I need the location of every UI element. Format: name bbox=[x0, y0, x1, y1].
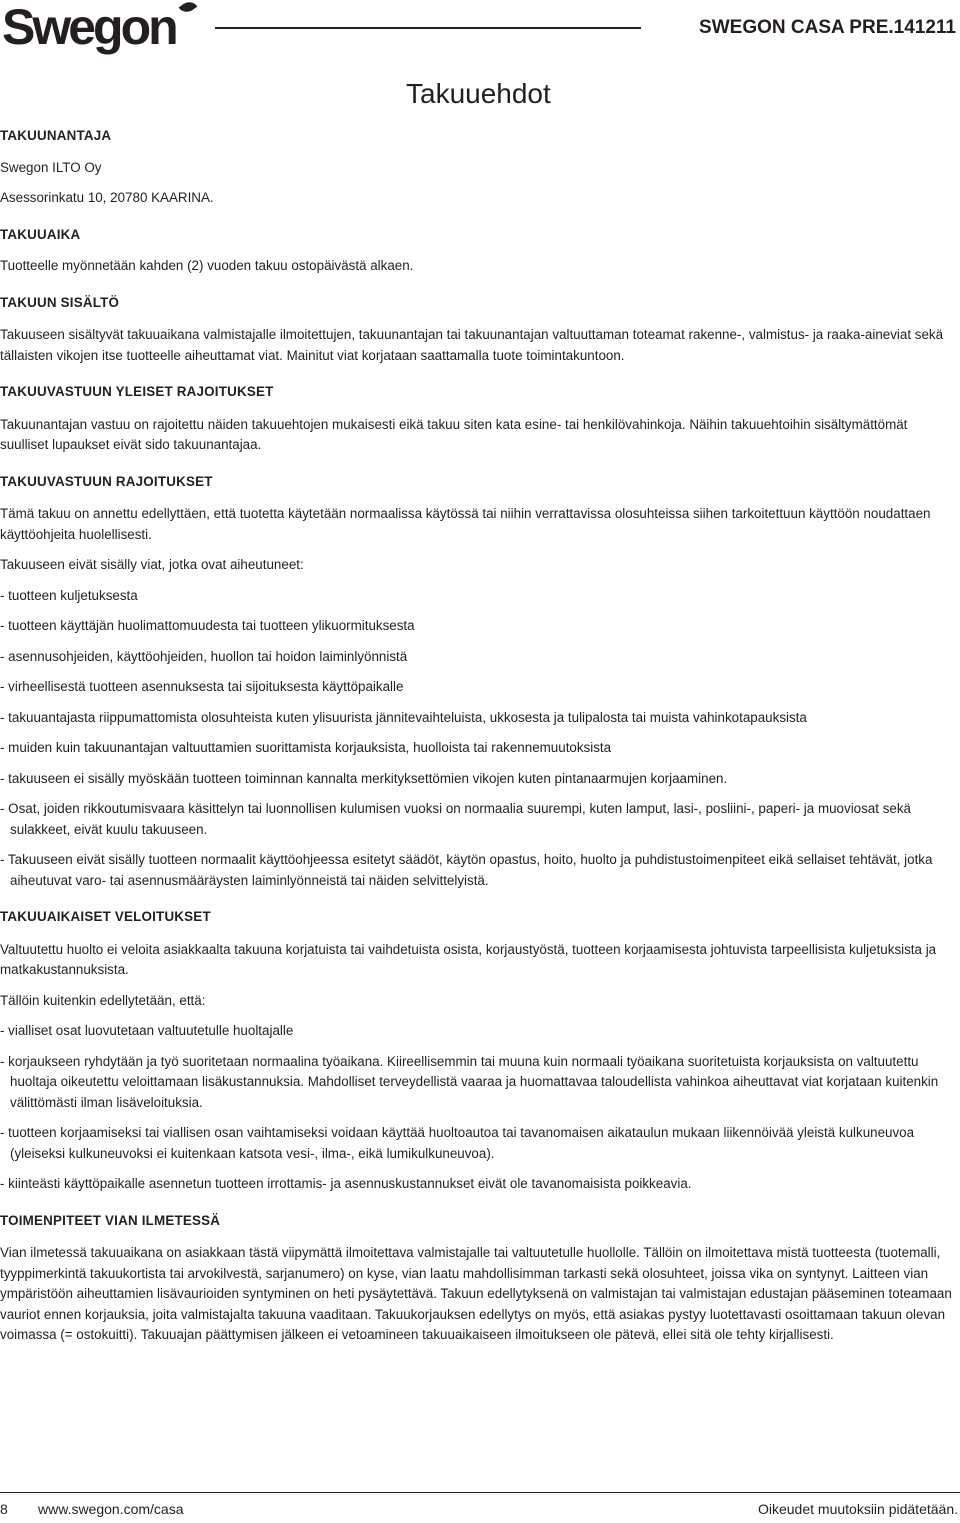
footer-note: Oikeudet muutoksiin pidätetään. bbox=[757, 1501, 958, 1517]
page-title: Takuuehdot bbox=[406, 78, 551, 109]
section-heading-takuun-sisalto: TAKUUN SISÄLTÖ bbox=[0, 294, 120, 310]
header-rule bbox=[215, 27, 641, 29]
list-item: - kiinteästi käyttöpaikalle asennetun tuotteen irrottamis- ja asennuskustannukset eivät ole tavanomaisista poikkeavia. bbox=[0, 1176, 692, 1191]
swegon-logo: Swegon bbox=[2, 0, 176, 55]
paragraph: Tuotteelle myönnetään kahden (2) vuoden takuu ostopäivästä alkaen. bbox=[0, 258, 414, 273]
list-item: - takuuantajasta riippumattomista olosuhteista kuten ylisuurista jännitevaihteluista, ukkosesta ja tulipalosta tai muista vahinkotapauksista bbox=[0, 709, 807, 725]
list-item: - virheellisestä tuotteen asennuksesta tai sijoituksesta käyttöpaikalle bbox=[0, 679, 404, 694]
footer-url-link[interactable]: www.swegon.com/casa bbox=[38, 1501, 184, 1517]
logo-leaf-icon bbox=[179, 0, 198, 16]
list-item: - takuuseen ei sisälly myöskään tuotteen toiminnan kannalta merkityksettömien vikojen kuten pintanaarmujen korjaaminen. bbox=[0, 770, 728, 786]
page-number: 8 bbox=[0, 1501, 8, 1517]
list-item: - Osat, joiden rikkoutumisvaara käsittelyn tai luonnollisen kulumisen vuoksi on normaalia suurempi, kuten lamput, lasi-, posliini-, paperi- ja muoviosat sekä sulakkeet, eivät kuulu takuuseen. bbox=[0, 801, 911, 837]
paragraph: Valtuutettu huolto ei veloita asiakkaalta takuuna korjatuista tai vaihdetuista osista, korjaustyöstä, tuotteen korjaamisesta johtuvista tarpeellisista kuljetuksista ja matkakustannuksista. bbox=[0, 941, 937, 977]
list-item: - tuotteen korjaamiseksi tai viallisen osan vaihtamiseksi voidaan käyttää huoltoautoa tai tavanomaisen aikataulun mukaan liikennöivää yleistä kulkuneuvoa (yleiseksi kulkuneuvoksi ei kuitenkaan katsota vesi-, ilma-, eikä lumikulkuneuvoa). bbox=[0, 1125, 915, 1161]
section-heading-veloitukset: TAKUUAIKAISET VELOITUKSET bbox=[0, 909, 211, 924]
section-heading-toimenpiteet: TOIMENPITEET VIAN ILMETESSÄ bbox=[0, 1212, 221, 1228]
paragraph: Takuuseen sisältyvät takuuaikana valmistajalle ilmoitettujen, takuunantajan tai takuunantajan valtuuttaman toteamat rakenne-, valmistus- ja raaka-aineviat sekä tällaisten vikojen itse tuotteelle aiheuttamat viat. Mainitut viat korjataan saattamalla tuote toimintakuntoon. bbox=[0, 327, 944, 363]
list-item: - Takuuseen eivät sisälly tuotteen normaalit käyttöohjeessa esitetyt säädöt, käytön opastus, hoito, huolto ja puhdistustoimenpiteet eikä sellaiset tehtävät, jotka aiheutuvat varo- tai asennusmääräysten laiminlyönneistä tai näiden selvittelyistä. bbox=[0, 852, 933, 888]
list-item: - tuotteen käyttäjän huolimattomuudesta tai tuotteen ylikuormituksesta bbox=[0, 618, 415, 633]
list-item: - korjaukseen ryhdytään ja työ suoritetaan normaalina työaikana. Kiireellisemmin tai muuna kuin normaali työaikana suoritetuista korjauksista on valtuutettu huoltaja oikeutettu veloittamaan lisäkustannuksia. Mahdolliset terveydellistä vaaraa ja huomattavaa taloudellista vahinkoa aiheuttavat viat korjataan kuitenkin välittömästi ilman lisäveloituksia. bbox=[0, 1053, 939, 1110]
footer-rule bbox=[0, 1492, 960, 1493]
list-item: - asennusohjeiden, käyttöohjeiden, huollon tai hoidon laiminlyönnistä bbox=[0, 648, 408, 664]
paragraph: Asessorinkatu 10, 20780 KAARINA. bbox=[0, 190, 214, 205]
document-code: SWEGON CASA PRE.141211 bbox=[699, 17, 956, 38]
paragraph: Swegon ILTO Oy bbox=[0, 159, 102, 175]
paragraph: Takuunantajan vastuu on rajoitettu näiden takuuehtojen mukaisesti eikä takuu siten kata esine- tai henkilövahinkoja. Näihin takuuehtoihin sisältymättömät suulliset lupaukset eivät sido takuunantajaa. bbox=[0, 416, 908, 452]
section-heading-takuuaika: TAKUUAIKA bbox=[0, 226, 81, 242]
document-body bbox=[0, 126, 958, 1346]
section-heading-takuunantaja: TAKUUNANTAJA bbox=[0, 128, 112, 143]
paragraph: Vian ilmetessä takuuaikana on asiakkaan tästä viipymättä ilmoitettava valmistajalle tai valtuutetulle huollolle. Tällöin on ilmoitettava mistä tuotteesta (tuotemalli, tyyppimerkintä takuukortista tai arvokilvestä, sarjanumero) on kyse, vian laatu mahdollisimman tarkasti sekä olosuhteet, joissa vika on syntynyt. Laitteen vian ympäristöön aiheuttamien lisävaurioiden syntyminen on heti pysäytettävä. Takuun edellytyksenä on valmistajan tai valmistajan edustajan pääseminen toteamaan vauriot ennen korjauksia, joita valmistajalta takuuna vaaditaan. Takuukorjauksen edellytys on myös, että asiakas pystyy luotettavasti osoittamaan takuun olevan voimassa (= ostokuitti). Takuuajan päättymisen jälkeen ei vetoamineen takuuaikaiseen ilmoitukseen ole pätevä, ellei sitä ole tehty kirjallisesti. bbox=[0, 1245, 952, 1342]
section-heading-yleiset-rajoitukset: TAKUUVASTUUN YLEISET RAJOITUKSET bbox=[0, 384, 274, 399]
paragraph: Takuuseen eivät sisälly viat, jotka ovat aiheutuneet: bbox=[0, 557, 304, 572]
section-heading-rajoitukset: TAKUUVASTUUN RAJOITUKSET bbox=[0, 473, 213, 489]
list-item: - tuotteen kuljetuksesta bbox=[0, 587, 138, 603]
list-item: - muiden kuin takuunantajan valtuuttamien suorittamista korjauksista, huolloista tai rakennemuutoksista bbox=[0, 740, 612, 755]
paragraph: Tämä takuu on annettu edellyttäen, että tuotetta käytetään normaalissa käytössä tai niihin verrattavissa olosuhteissa siihen tarkoitettuun käyttöön noudattaen käyttöohjeita huolellisesti. bbox=[0, 506, 931, 542]
paragraph: Tällöin kuitenkin edellytetään, että: bbox=[0, 992, 206, 1008]
list-item: - vialliset osat luovutetaan valtuutetulle huoltajalle bbox=[0, 1023, 294, 1038]
